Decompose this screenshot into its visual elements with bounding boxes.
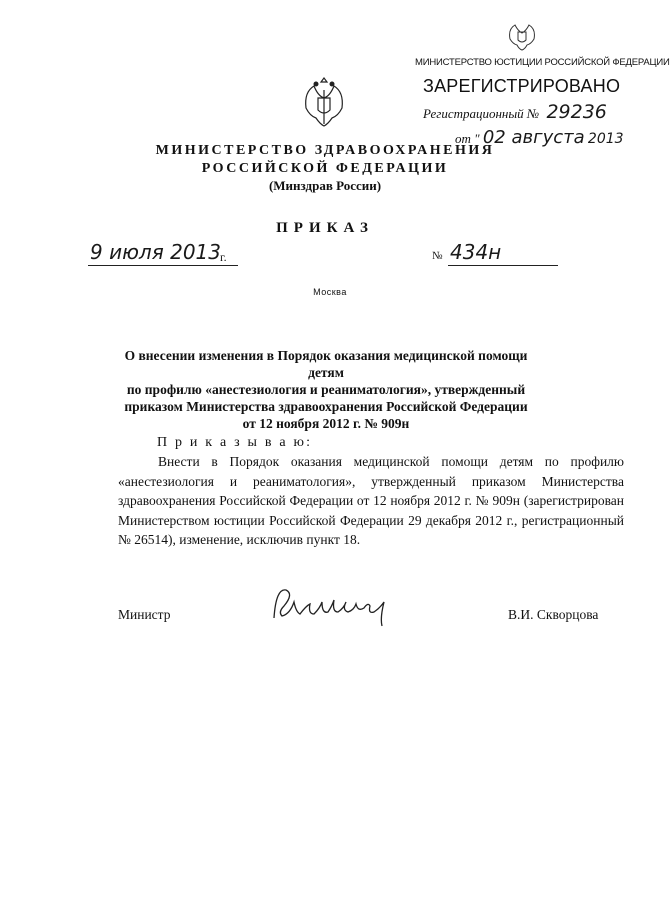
title-line4: от 12 ноября 2012 г. № 909н xyxy=(242,416,410,431)
signer-name: В.И. Скворцова xyxy=(508,607,599,622)
stamp-emblem-icon xyxy=(507,17,537,53)
stamp-ministry: МИНИСТЕРСТВО ЮСТИЦИИ РОССИЙСКОЙ ФЕДЕРАЦИИ xyxy=(415,57,670,68)
title-line1: О внесении изменения в Порядок оказания медицинской помощи детям xyxy=(124,348,528,380)
state-emblem-icon xyxy=(300,72,348,132)
city: Москва xyxy=(313,287,347,297)
order-body xyxy=(118,452,624,550)
stamp-date-year: 2013 xyxy=(587,131,624,147)
order-date-suffix: г. xyxy=(220,250,227,264)
order-date xyxy=(88,240,238,266)
ministry-line1: МИНИСТЕРСТВО ЗДРАВООХРАНЕНИЯ xyxy=(155,143,495,158)
title-line3: приказом Министерства здравоохранения Российской Федерации xyxy=(124,399,528,414)
stamp-date-prefix: от " xyxy=(455,131,480,146)
order-lead: П р и к а з ы в а ю: xyxy=(157,435,313,450)
stamp-reg-line xyxy=(423,101,607,123)
order-number xyxy=(448,240,558,266)
stamp-reg-label: Регистрационный № xyxy=(423,106,540,121)
document-title xyxy=(108,347,544,432)
number-sign: № xyxy=(432,250,443,262)
order-number-value: 434н xyxy=(450,240,502,264)
title-line2: по профилю «анестезиология и реаниматология», утвержденный xyxy=(126,382,526,397)
signer-position: Министр xyxy=(118,607,171,622)
doc-type: ПРИКАЗ xyxy=(276,220,374,236)
order-date-value: 9 июля 2013 xyxy=(90,240,221,264)
handwritten-signature xyxy=(268,578,440,634)
stamp-reg-number: 29236 xyxy=(546,101,607,123)
stamp-registered: ЗАРЕГИСТРИРОВАНО xyxy=(423,76,621,96)
order-paragraph: Внести в Порядок оказания медицинской помощи детям по профилю «анестезиология и реаниматология», утвержденный приказом Министерства здравоохранения Российской Федерации от 12 ноября 2012 г. № 909н (зарегистрирован Министерством юстиции Российской Федерации 29 декабря 2012 г., регистрационный № 26514), изменение, исключив пункт 18. xyxy=(118,454,624,547)
ministry-short-name: (Минздрав России) xyxy=(268,178,382,193)
ministry-title xyxy=(140,142,510,178)
ministry-line2: РОССИЙСКОЙ ФЕДЕРАЦИИ xyxy=(201,161,449,176)
stamp-date-value: 02 августа xyxy=(482,127,585,148)
